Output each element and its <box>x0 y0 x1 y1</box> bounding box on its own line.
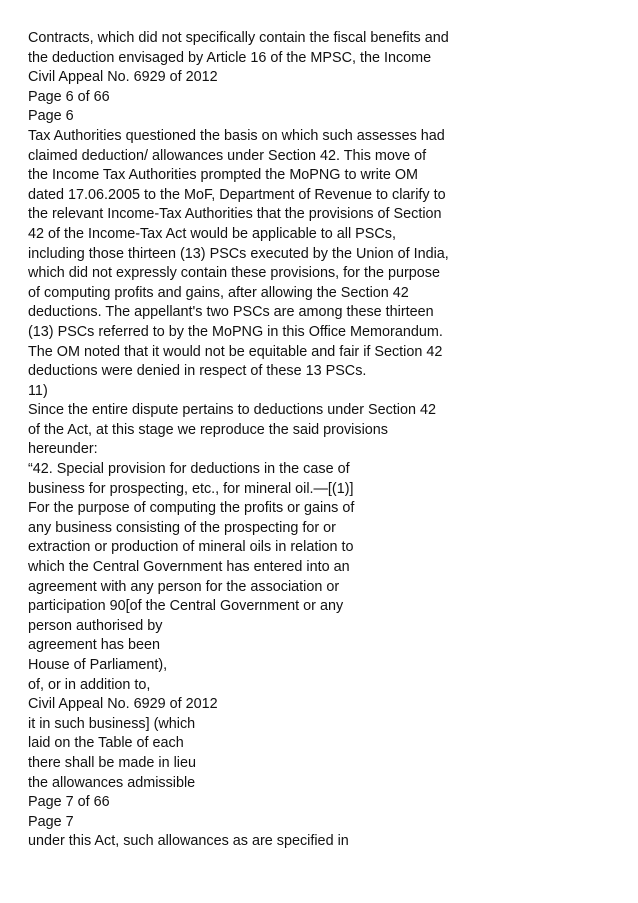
page-label-line: Page 7 <box>28 813 74 830</box>
text-line: deductions. The appellant's two PSCs are among these thirteen <box>28 304 434 321</box>
page-label-line: Page 6 <box>28 108 74 125</box>
quote-line: participation 90[of the Central Government or any <box>28 598 344 615</box>
text-line: including those thirteen (13) PSCs executed by the Union of India, <box>28 245 449 262</box>
page-number-line: Page 7 of 66 <box>28 794 110 811</box>
quote-line: there shall be made in lieu <box>28 754 196 771</box>
text-line: dated 17.06.2005 to the MoF, Department of Revenue to clarify to <box>28 186 446 203</box>
quote-line: laid on the Table of each <box>28 735 184 752</box>
quote-line: business for prospecting, etc., for mineral oil.—[(1)] <box>28 480 354 497</box>
text-line: Tax Authorities questioned the basis on which such assesses had <box>28 127 445 144</box>
quote-line: House of Parliament), <box>28 657 168 673</box>
text-line: the relevant Income-Tax Authorities that the provisions of Section <box>28 206 442 223</box>
text-line: Contracts, which did not specifically contain the fiscal benefits and <box>28 30 449 46</box>
text-line: the deduction envisaged by Article 16 of the MPSC, the Income <box>28 49 432 66</box>
text-line: claimed deduction/ allowances under Section 42. This move of <box>28 147 427 164</box>
text-line: Civil Appeal No. 6929 of 2012 <box>28 696 218 713</box>
text-line: which did not expressly contain these provisions, for the purpose <box>28 265 440 282</box>
text-line: The OM noted that it would not be equitable and fair if Section 42 <box>28 343 443 360</box>
text-line: hereunder: <box>28 441 98 458</box>
quote-line: which the Central Government has entered into an <box>28 559 350 576</box>
text-line: deductions were denied in respect of these 13 PSCs. <box>28 363 367 380</box>
quote-line: it in such business] (which <box>28 715 196 732</box>
text-line: of the Act, at this stage we reproduce the said provisions <box>28 421 388 438</box>
quote-line: person authorised by <box>28 617 163 634</box>
quote-line: extraction or production of mineral oils in relation to <box>28 539 354 556</box>
text-line: Civil Appeal No. 6929 of 2012 <box>28 69 218 86</box>
quote-line: the allowances admissible <box>28 774 196 791</box>
quote-line: “42. Special provision for deductions in the case of <box>28 461 350 478</box>
quote-line: agreement has been <box>28 637 161 654</box>
quote-line: any business consisting of the prospecting for or <box>28 519 336 536</box>
quote-line: For the purpose of computing the profits or gains of <box>28 500 355 517</box>
quote-line: of, or in addition to, <box>28 676 151 693</box>
text-line: (13) PSCs referred to by the MoPNG in this Office Memorandum. <box>28 323 443 340</box>
text-line: Since the entire dispute pertains to deductions under Section 42 <box>28 402 437 419</box>
text-line: 42 of the Income-Tax Act would be applicable to all PSCs, <box>28 225 396 242</box>
quote-line: agreement with any person for the association or <box>28 578 340 595</box>
text-line: of computing profits and gains, after allowing the Section 42 <box>28 284 409 301</box>
quote-line: under this Act, such allowances as are specified in <box>28 833 349 850</box>
page-number-line: Page 6 of 66 <box>28 88 110 105</box>
text-line: the Income Tax Authorities prompted the MoPNG to write OM <box>28 167 419 184</box>
paragraph-number: 11) <box>28 382 48 399</box>
document-text <box>28 29 618 852</box>
